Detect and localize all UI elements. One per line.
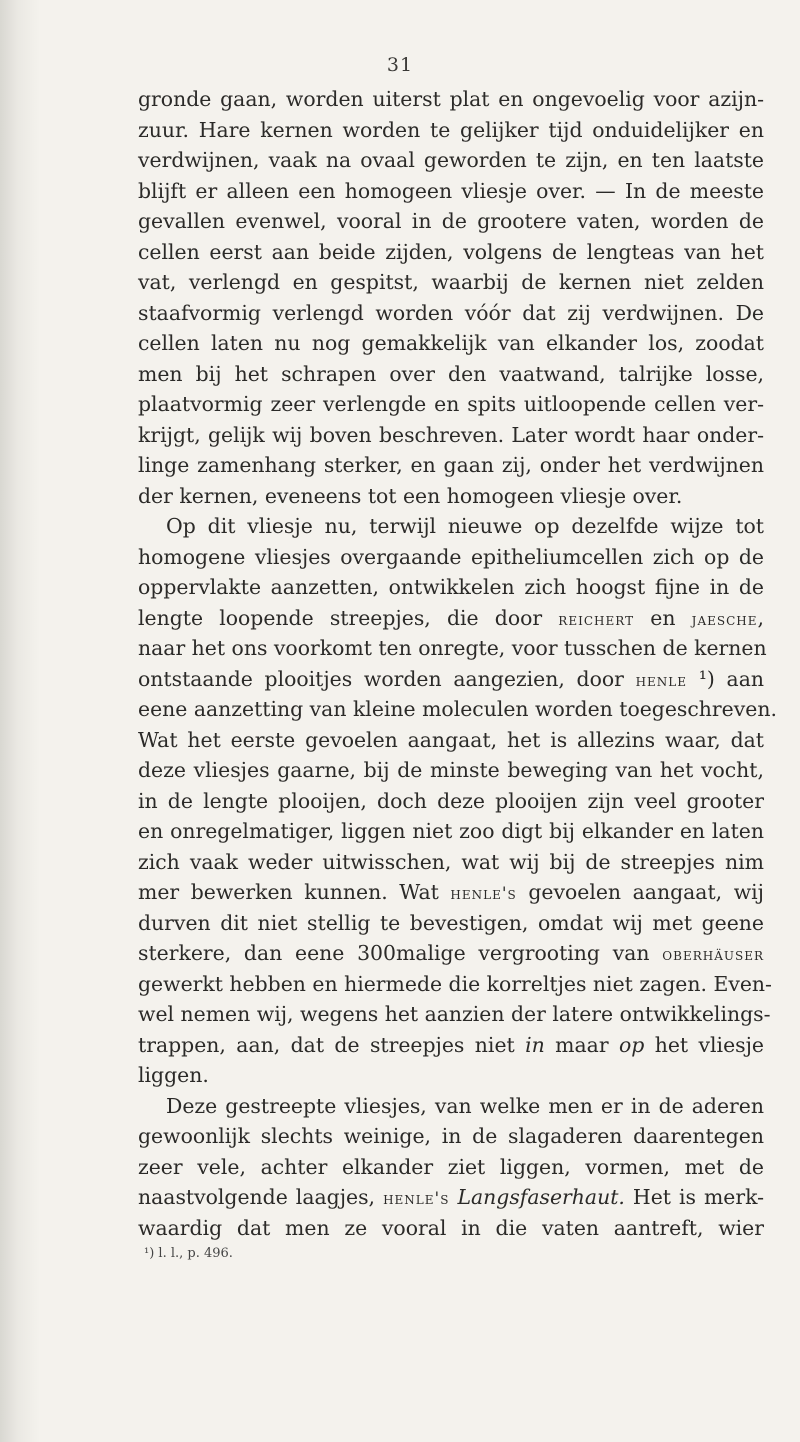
author-name: jaesche <box>691 609 758 630</box>
text-line: zuur. Hare kernen worden te gelijker tijd onduidelijker en <box>138 117 764 142</box>
page-number: 31 <box>386 54 414 76</box>
text-fragment: Het is merk- <box>624 1185 765 1209</box>
text-fragment: sterkere, dan eene 300malige vergrooting van <box>138 941 663 965</box>
footnote: ¹) l. l., p. 496. <box>144 1246 233 1261</box>
body-text <box>138 84 777 1265</box>
text-line <box>138 603 764 634</box>
text-line: zich vaak weder uitwisschen, wat wij bij de streepjes nim <box>138 849 764 874</box>
text-line <box>138 877 764 908</box>
text-fragment: naastvolgende laagjes, <box>138 1185 384 1209</box>
text-line: verdwijnen, vaak na ovaal geworden te zijn, en ten laatste <box>138 148 764 172</box>
text-fragment: lengte loopende streepjes, die door <box>138 605 559 630</box>
text-fragment: trappen, aan, dat de streepjes niet <box>138 1032 526 1057</box>
author-name: reichert <box>558 609 635 630</box>
author-name: henle's <box>383 1189 450 1209</box>
text-line <box>138 1182 764 1213</box>
text-fragment: , <box>757 605 764 630</box>
text-line: en onregelmatiger, liggen niet zoo digt bij elkander en laten <box>138 819 764 843</box>
text-line: wel nemen wij, wegens het aanzien der latere ontwikkelings- <box>138 1002 771 1026</box>
text-line: waardig dat men ze vooral in die vaten aantreft, wier <box>138 1215 764 1240</box>
text-fragment: gevoelen aangaat, wij <box>516 880 765 904</box>
paragraph-start-line: Op dit vliesje nu, terwijl nieuwe op dezelfde wijze tot <box>166 514 764 538</box>
italic-term: Langsfaserhaut. <box>457 1185 625 1209</box>
text-line: gronde gaan, worden uiterst plat en ongevoelig voor azijn- <box>138 87 764 111</box>
text-fragment: maar <box>544 1032 619 1057</box>
text-line: Wat het eerste gevoelen aangaat, het is allezins waar, dat <box>138 727 764 752</box>
text-line: cellen laten nu nog gemakkelijk van elkander los, zoodat <box>138 331 764 355</box>
text-line <box>138 664 764 695</box>
text-line <box>138 938 764 969</box>
text-fragment: het vliesje <box>644 1032 764 1057</box>
text-line: eene aanzetting van kleine moleculen worden toegeschreven. <box>138 697 777 721</box>
text-line <box>138 1030 764 1061</box>
text-line: gewerkt hebben en hiermede die korreltjes niet zagen. Even- <box>138 971 772 996</box>
text-line: staafvormig verlengd worden vóór dat zij verdwijnen. De <box>138 300 764 325</box>
text-line: cellen eerst aan beide zijden, volgens de lengteas van het <box>138 239 764 264</box>
text-fragment: mer bewerken kunnen. Wat <box>138 880 451 904</box>
text-fragment: en <box>634 605 692 630</box>
author-name: henle's <box>450 884 517 904</box>
text-line: deze vliesjes gaarne, bij de minste beweging van het vocht, <box>138 758 764 782</box>
text-line: krijgt, gelijk wij boven beschreven. Later wordt haar onder- <box>138 422 764 447</box>
italic-word: op <box>618 1032 645 1057</box>
text-line: gewoonlijk slechts weinige, in de slagaderen daarentegen <box>138 1124 764 1148</box>
text-line: plaatvormig zeer verlengde en spits uitloopende cellen ver- <box>138 392 764 416</box>
text-fragment: ¹) aan <box>687 666 764 691</box>
text-line: der kernen, eveneens tot een homogeen vliesje over. <box>138 483 683 508</box>
text-line: in de lengte plooijen, doch deze plooijen zijn veel grooter <box>138 788 764 813</box>
text-line: oppervlakte aanzetten, ontwikkelen zich hoogst fijne in de <box>138 575 764 599</box>
text-line: liggen. <box>138 1063 209 1087</box>
text-line: men bij het schrapen over den vaatwand, talrijke losse, <box>138 361 764 386</box>
text-line: naar het ons voorkomt ten onregte, voor tusschen de kernen <box>138 636 767 660</box>
paragraph-start-line: Deze gestreepte vliesjes, van welke men er in de aderen <box>166 1093 764 1118</box>
text-line: linge zamenhang sterker, en gaan zij, onder het verdwijnen <box>138 453 764 477</box>
author-name: oberhäuser <box>662 945 764 965</box>
text-line: gevallen evenwel, vooral in de grootere vaten, worden de <box>138 209 764 233</box>
text-line: vat, verlengd en gespitst, waarbij de kernen niet zelden <box>138 270 764 294</box>
text-fragment: ontstaande plooitjes worden aangezien, door <box>138 666 636 691</box>
text-line: zeer vele, achter elkander ziet liggen, vormen, met de <box>138 1154 764 1179</box>
text-line: durven dit niet stellig te bevestigen, omdat wij met geene <box>138 910 764 935</box>
italic-word: in <box>525 1032 545 1057</box>
text-line: homogene vliesjes overgaande epitheliumcellen zich op de <box>138 544 764 569</box>
text-line: blijft er alleen een homogeen vliesje over. — In de meeste <box>138 178 764 203</box>
author-name: henle <box>635 670 688 691</box>
